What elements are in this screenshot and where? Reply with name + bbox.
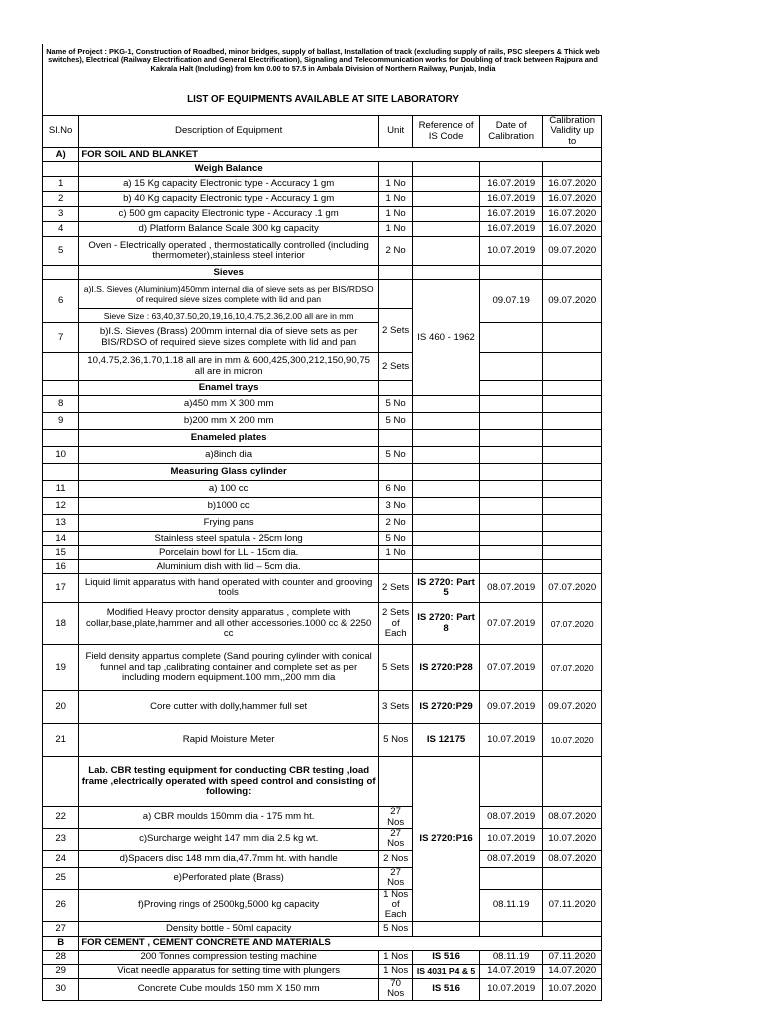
cell-slno: 24 [43,850,79,867]
cell-unit: 1 Nos [378,950,412,964]
cell-validity [543,560,602,574]
col-header-slno: Sl.No [43,116,79,148]
cell-reference-is460: IS 460 - 1962 [413,280,480,396]
cell-unit: 2 No [378,515,412,532]
cell-description: Modified Heavy proctor density apparatus , complete with collar,base,plate,hammer and all other accessories.1000 cc & 2250 cc [79,603,379,645]
cell-reference [413,515,480,532]
cell-date: 08.11.19 [479,889,543,921]
cell-validity [543,921,602,936]
col-header-date: Date of Calibration [479,116,543,148]
cell-reference: IS 516 [413,978,480,1000]
section-row [43,148,602,162]
cell-description: Aluminium dish with lid – 5cm dia. [79,560,379,574]
cell-description: b)1000 cc [79,498,379,515]
cell-description: a)450 mm X 300 mm [79,396,379,413]
cell-slno: 11 [43,481,79,498]
cell-date [479,323,543,353]
cell-validity: 10.07.2020 [543,978,602,1000]
col-header-unit: Unit [378,116,412,148]
cell-unit: 3 No [378,498,412,515]
table-row [43,691,602,724]
cell-date [479,867,543,889]
cell-slno: 3 [43,207,79,222]
cell-validity: 09.07.2020 [543,691,602,724]
cell-reference [413,237,480,266]
cell-unit: 5 Nos [378,921,412,936]
cell-description: e)Perforated plate (Brass) [79,867,379,889]
cell-unit: 5 Sets [378,645,412,691]
table-row [43,964,602,978]
cell-unit: 1 No [378,546,412,560]
section-code: B [43,936,79,950]
cell-reference [413,498,480,515]
cell-slno: 30 [43,978,79,1000]
cell-date: 10.07.2019 [479,829,543,851]
cell-description: Liquid limit apparatus with hand operated with counter and grooving tools [79,574,379,603]
table-row [43,850,602,867]
table-row [43,921,602,936]
cell-reference: IS 2720:P29 [413,691,480,724]
cell-slno: 18 [43,603,79,645]
cell-validity: 10.07.2020 [543,829,602,851]
table-row [43,192,602,207]
subheading-row [43,381,602,396]
cell-description: Porcelain bowl for LL - 15cm dia. [79,546,379,560]
cell-slno: 13 [43,515,79,532]
table-header-row [43,116,602,148]
cell-description: b)I.S. Sieves (Brass) 200mm internal dia of sieve sets as per BIS/RDSO of required sieve sizes complete with lid and pan [79,323,379,353]
cell-slno: 12 [43,498,79,515]
cell-date [479,532,543,546]
cell-unit: 27 Nos [378,829,412,851]
subheading-row [43,266,602,280]
cell-validity: 16.07.2020 [543,222,602,237]
cell-date: 16.07.2019 [479,222,543,237]
cell-reference [413,546,480,560]
subheading-row [43,464,602,481]
cell-slno: 27 [43,921,79,936]
cell-description: Oven - Electrically operated , thermostatically controlled (including thermometer),stainless steel interior [79,237,379,266]
cell-reference: IS 516 [413,950,480,964]
cell-validity: 10.07.2020 [543,724,602,757]
list-title: LIST OF EQUIPMENTS AVAILABLE AT SITE LABORATORY [187,94,459,105]
cell-unit: 1 No [378,177,412,192]
cell-date [479,498,543,515]
cell-validity [543,413,602,430]
table-row [43,396,602,413]
table-row [43,950,602,964]
cell-description: c) 500 gm capacity Electronic type - Accuracy .1 gm [79,207,379,222]
cell-reference: IS 2720: Part 5 [413,574,480,603]
cell-slno: 23 [43,829,79,851]
cell-reference: IS 4031 P4 & 5 [413,964,480,978]
cell-description-sieve-sizes: Sieve Size : 63,40,37.50,20,19,16,10,4.75,2.36,2.00 all are in mm [79,309,379,323]
cell-date: 10.07.2019 [479,724,543,757]
cell-unit: 2 Nos [378,850,412,867]
cell-unit: 5 No [378,532,412,546]
cell-slno: 25 [43,867,79,889]
cell-date [479,413,543,430]
cell-date [479,481,543,498]
cell-date [479,560,543,574]
cell-description: d)Spacers disc 148 mm dia,47.7mm ht. with handle [79,850,379,867]
cell-date: 08.07.2019 [479,807,543,829]
cell-validity: 09.07.2020 [543,280,602,323]
table-row [43,724,602,757]
cell-reference [413,207,480,222]
col-header-reference: Reference of IS Code [413,116,480,148]
subheading-sieves: Sieves [79,266,379,280]
cell-validity: 16.07.2020 [543,192,602,207]
cell-unit: 1 No [378,207,412,222]
cell-date: 09.07.19 [479,280,543,323]
cell-slno: 20 [43,691,79,724]
cell-unit: 1 Nos [378,964,412,978]
cell-date: 10.07.2019 [479,237,543,266]
table-row [43,889,602,921]
cell-unit: 5 No [378,447,412,464]
cell-unit: 1 Nos of Each [378,889,412,921]
col-header-validity: Calibration Validity up to [543,116,602,148]
cell-validity: 16.07.2020 [543,177,602,192]
col-header-description: Description of Equipment [79,116,379,148]
cell-description: 200 Tonnes compression testing machine [79,950,379,964]
table-row [43,978,602,1000]
table-row [43,867,602,889]
subheading-row [43,430,602,447]
cell-unit: 5 No [378,396,412,413]
cell-reference [413,396,480,413]
table-row [43,237,602,266]
table-row [43,498,602,515]
cell-date: 08.07.2019 [479,574,543,603]
cell-slno: 28 [43,950,79,964]
cell-reference-is2720p16: IS 2720:P16 [413,757,480,922]
cell-unit: 5 Nos [378,724,412,757]
cell-description: a)8inch dia [79,447,379,464]
cell-description: b)200 mm X 200 mm [79,413,379,430]
cell-reference: IS 2720: Part 8 [413,603,480,645]
table-row [43,560,602,574]
cell-description: Stainless steel spatula - 25cm long [79,532,379,546]
subheading-measuring-glass-cylinder: Measuring Glass cylinder [79,464,379,481]
table-row [43,574,602,603]
cell-reference [413,560,480,574]
cell-description: Field density appartus complete (Sand pouring cylinder with conical funnel and tap ,calibrating container and complete set as per including modern equipment.100 mm,,200 mm dia [79,645,379,691]
cell-unit: 27 Nos [378,807,412,829]
cell-validity [543,447,602,464]
cell-description: d) Platform Balance Scale 300 kg capacity [79,222,379,237]
cell-slno: 14 [43,532,79,546]
cell-date: 09.07.2019 [479,691,543,724]
section-row [43,936,602,950]
cell-validity [543,396,602,413]
table-row [43,280,602,309]
cell-slno: 8 [43,396,79,413]
cell-reference [413,447,480,464]
cell-description: a) CBR moulds 150mm dia - 175 mm ht. [79,807,379,829]
cell-slno: 29 [43,964,79,978]
cell-unit: 27 Nos [378,867,412,889]
subheading-enamel-trays: Enamel trays [79,381,379,396]
cell-description: c)Surcharge weight 147 mm dia 2.5 kg wt. [79,829,379,851]
cell-description: Frying pans [79,515,379,532]
table-row [43,323,602,353]
cell-description: a)I.S. Sieves (Aluminium)450mm internal dia of sieve sets as per BIS/RDSO of required sieve sizes complete with lid and pan [79,280,379,309]
table-row [43,413,602,430]
cell-validity [543,515,602,532]
cell-validity [543,532,602,546]
cell-validity [543,323,602,353]
cell-unit [378,560,412,574]
cell-reference [413,481,480,498]
cell-reference [413,177,480,192]
page-left-rule [42,44,43,116]
cell-reference: IS 12175 [413,724,480,757]
cell-description: Core cutter with dolly,hammer full set [79,691,379,724]
cell-date: 07.07.2019 [479,645,543,691]
cell-reference [413,532,480,546]
table-row [43,207,602,222]
cell-unit: 5 No [378,413,412,430]
section-title: FOR CEMENT , CEMENT CONCRETE AND MATERIALS [79,936,602,950]
cell-validity [543,481,602,498]
cell-date [479,447,543,464]
cell-description: Rapid Moisture Meter [79,724,379,757]
subheading-cbr-equipment: Lab. CBR testing equipment for conducting CBR testing ,load frame ,electrically operated with speed control and consisting of following: [79,757,379,807]
cell-slno: 15 [43,546,79,560]
cell-unit: 2 Sets [378,353,412,381]
cell-unit: 1 No [378,192,412,207]
subheading-weigh-balance: Weigh Balance [79,162,379,177]
cell-date: 16.07.2019 [479,207,543,222]
cell-unit: 3 Sets [378,691,412,724]
cell-validity: 16.07.2020 [543,207,602,222]
cell-slno: 19 [43,645,79,691]
cell-slno: 2 [43,192,79,207]
cell-date: 10.07.2019 [479,978,543,1000]
subheading-enameled-plates: Enameled plates [79,430,379,447]
cell-description-sieve-sizes: 10,4.75,2.36,1.70,1.18 all are in mm & 600,425,300,212,150,90,75 all are in micron [79,353,379,381]
cell-validity: 07.07.2020 [543,603,602,645]
cell-validity [543,546,602,560]
cell-slno: 6 [43,280,79,323]
cell-slno: 16 [43,560,79,574]
cell-date: 16.07.2019 [479,177,543,192]
cell-description: Vicat needle apparatus for setting time with plungers [79,964,379,978]
table-row [43,603,602,645]
cell-slno: 17 [43,574,79,603]
cell-date [479,546,543,560]
table-row [43,546,602,560]
cell-date [479,396,543,413]
cell-validity [543,867,602,889]
cell-reference [413,222,480,237]
cell-date [479,515,543,532]
cell-unit: 6 No [378,481,412,498]
cell-validity: 08.07.2020 [543,807,602,829]
table-row [43,481,602,498]
equipment-table [42,115,602,1001]
cell-date: 07.07.2019 [479,603,543,645]
cell-date: 14.07.2019 [479,964,543,978]
cell-validity [543,498,602,515]
table-row [43,645,602,691]
cell-slno: 26 [43,889,79,921]
cell-validity: 09.07.2020 [543,237,602,266]
cell-slno: 5 [43,237,79,266]
cell-description: Concrete Cube moulds 150 mm X 150 mm [79,978,379,1000]
cell-unit: 2 Sets [378,574,412,603]
cell-description: f)Proving rings of 2500kg,5000 kg capacity [79,889,379,921]
cell-slno: 9 [43,413,79,430]
cell-slno: 22 [43,807,79,829]
cell-unit: 70 Nos [378,978,412,1000]
cell-unit: 2 Sets [378,309,412,353]
table-row [43,532,602,546]
cell-validity: 07.11.2020 [543,889,602,921]
cell-unit: 1 No [378,222,412,237]
cell-date: 08.11.19 [479,950,543,964]
cell-slno: 4 [43,222,79,237]
cell-date: 08.07.2019 [479,850,543,867]
cell-description: a) 15 Kg capacity Electronic type - Accuracy 1 gm [79,177,379,192]
table-row [43,515,602,532]
subheading-row [43,162,602,177]
table-row [43,353,602,381]
cell-validity: 14.07.2020 [543,964,602,978]
cell-slno: 21 [43,724,79,757]
cell-date: 16.07.2019 [479,192,543,207]
table-row [43,829,602,851]
cell-reference [413,413,480,430]
cell-reference: IS 2720:P28 [413,645,480,691]
table-row [43,177,602,192]
cell-validity: 07.11.2020 [543,950,602,964]
cell-description: b) 40 Kg capacity Electronic type - Accuracy 1 gm [79,192,379,207]
cell-validity: 07.07.2020 [543,645,602,691]
table-row [43,447,602,464]
cell-slno: 7 [43,323,79,353]
project-name: Name of Project : PKG-1, Construction of Roadbed, minor bridges, supply of ballast, Installation of track (excluding supply of rails, PSC sleepers & Thick web switches), Electrical (Railway Electrification and General Electrification), Signaling and Telecommunication works for Doubling of track between Rajpura and Kakrala Halt (Including) from km 0.00 to 57.5 in Ambala Division of Northern Railway, Punjab, India [46,47,600,73]
section-code: A) [43,148,79,162]
table-row [43,807,602,829]
cell-slno: 10 [43,447,79,464]
cell-slno: 1 [43,177,79,192]
cell-reference [413,192,480,207]
cell-validity: 08.07.2020 [543,850,602,867]
section-title: FOR SOIL AND BLANKET [79,148,602,162]
cell-date [479,921,543,936]
cell-description: a) 100 cc [79,481,379,498]
subheading-row [43,757,602,807]
table-row [43,222,602,237]
cell-unit: 2 No [378,237,412,266]
cell-unit: 2 Sets of Each [378,603,412,645]
cell-description: Density bottle - 50ml capacity [79,921,379,936]
cell-validity: 07.07.2020 [543,574,602,603]
